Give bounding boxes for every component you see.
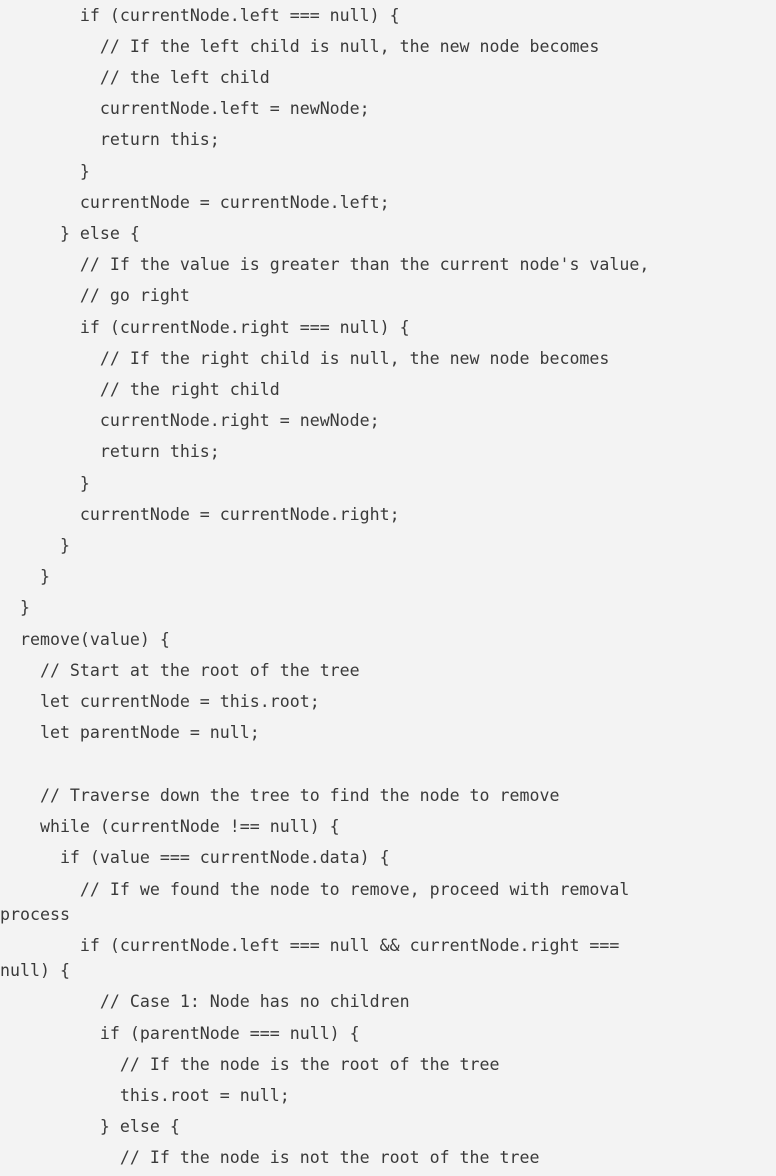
code-line: currentNode = currentNode.left; xyxy=(0,193,390,212)
code-line: this.root = null; xyxy=(0,1086,290,1105)
code-line: remove(value) { xyxy=(0,630,170,649)
code-line: currentNode.right = newNode; xyxy=(0,411,380,430)
code-line: while (currentNode !== null) { xyxy=(0,817,340,836)
code-line: if (value === currentNode.data) { xyxy=(0,848,390,867)
code-line: // If the right child is null, the new node becomes xyxy=(0,349,610,368)
code-line: // If we found the node to remove, proceed with removal xyxy=(0,880,630,899)
code-line: // go right xyxy=(0,286,190,305)
code-line: return this; xyxy=(0,442,220,461)
code-line: let parentNode = null; xyxy=(0,723,260,742)
code-line: if (parentNode === null) { xyxy=(0,1024,360,1043)
code-line: } xyxy=(0,474,90,493)
code-line: // If the node is the root of the tree xyxy=(0,1055,500,1074)
code-line: // Traverse down the tree to find the node to remove xyxy=(0,786,560,805)
code-line: } else { xyxy=(0,224,140,243)
code-line: if (currentNode.left === null) { xyxy=(0,6,400,25)
code-line: null) { xyxy=(0,961,70,980)
code-line: } else { xyxy=(0,1117,180,1136)
code-line: // Case 1: Node has no children xyxy=(0,992,410,1011)
code-line: let currentNode = this.root; xyxy=(0,692,320,711)
code-line: currentNode = currentNode.right; xyxy=(0,505,400,524)
code-line: process xyxy=(0,905,70,924)
code-line: if (currentNode.left === null && currentNode.right === xyxy=(0,936,620,955)
code-line: } xyxy=(0,536,70,555)
code-line: currentNode.left = newNode; xyxy=(0,99,370,118)
code-line: // the left child xyxy=(0,68,270,87)
code-line: // If the value is greater than the current node's value, xyxy=(0,255,650,274)
code-line: } xyxy=(0,598,30,617)
code-line: } xyxy=(0,162,90,181)
code-line: // If the node is not the root of the tree xyxy=(0,1148,540,1167)
code-line: // the right child xyxy=(0,380,280,399)
code-line: return this; xyxy=(0,130,220,149)
code-line: } xyxy=(0,567,50,586)
code-line: // If the left child is null, the new node becomes xyxy=(0,37,600,56)
code-line: // Start at the root of the tree xyxy=(0,661,360,680)
code-line: if (currentNode.right === null) { xyxy=(0,318,410,337)
